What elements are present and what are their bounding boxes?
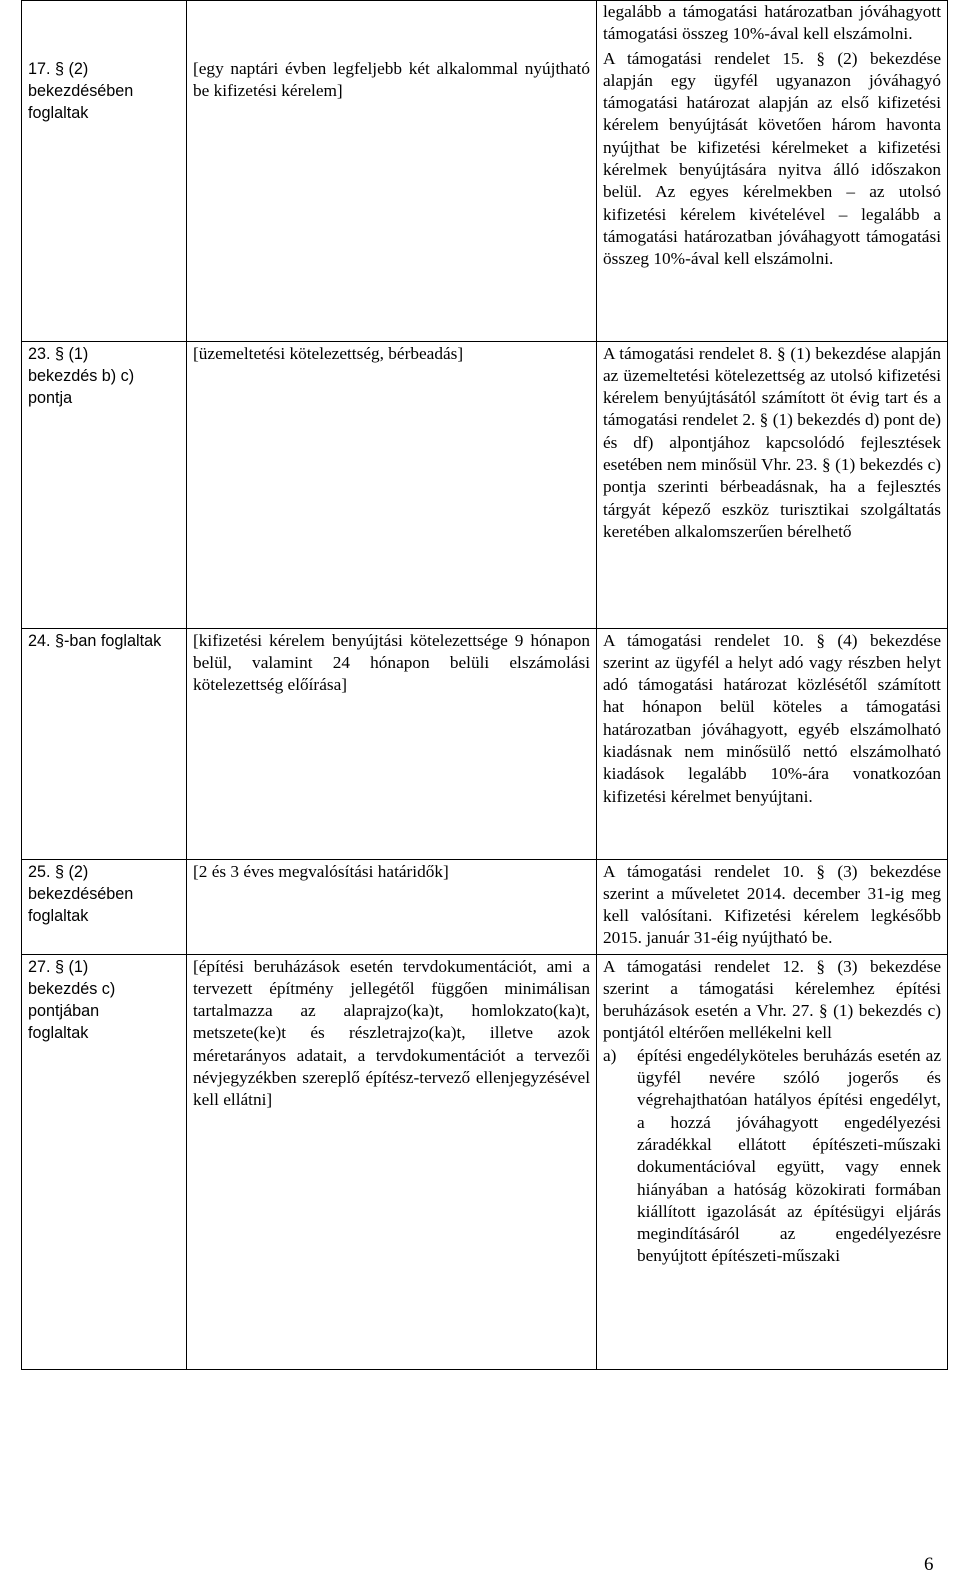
reference-cell: 17. § (2) bekezdésében foglaltak bbox=[28, 59, 134, 123]
list-item-text: építési engedélyköteles beruházás esetén az ügyfél nevére szóló jogerős és végrehajthatóan hatályos építési engedélyt, a hozzá jóváhagyott engedélyezési záradékkal ellátott építészeti-műszaki dokumentációval együtt, vagy ennek hiányában a hatóság közokirati formában kiállított igazolását az építésügyi eljárás megindításáról az engedélyezésre benyújtott építészeti-műszaki bbox=[637, 1045, 941, 1266]
description-cell: [egy naptári évben legfeljebb két alkalommal nyújtható be kifizetési kérelem] bbox=[193, 58, 590, 100]
list-item-label: a) bbox=[603, 1045, 617, 1065]
table-row-continuation bbox=[22, 1, 948, 48]
table-row bbox=[22, 954, 948, 1369]
table-row bbox=[22, 341, 948, 628]
reference-cell: 25. § (2) bekezdésében foglaltak bbox=[28, 862, 134, 926]
detail-cell: A támogatási rendelet 15. § (2) bekezdése alapján egy ügyfél ugyanazon jóváhagyó támogatási határozat alapján az első kifizetési kérelem benyújtását követően három havonta nyújthat be kifizetési kérelmeket a kifizetési kérelmek benyújtására nyitva álló időszakon belül. Az egyes kérelmekben – az utolsó kifizetési kérelem kivételével – legalább a támogatási határozatban jóváhagyott támogatási összeg 10%-ával kell elszámolni. bbox=[603, 48, 941, 269]
description-cell: [építési beruházások esetén tervdokumentációt, ami a tervezett építmény jellegétől függően minimálisan tartalmazza az alaprajzo(ka)t, homlokzato(ka)t, metszete(ke)t és részletrajzo(ka)t, illetve azok méretarányos adatait, a tervdokumentációt a tervezői névjegyzékben szereplő építész-tervező ellenjegyzésével kell ellátni] bbox=[193, 956, 590, 1110]
table-row bbox=[22, 628, 948, 859]
list-item bbox=[603, 1045, 941, 1268]
detail-cell: A támogatási rendelet 8. § (1) bekezdése alapján az üzemeltetési kötelezettség az utolsó kifizetési kérelem benyújtásától számított öt évig tart és a támogatási rendelet 2. § (1) bekezdés d) pont de) és df) alpontjához kapcsolódó fejlesztések esetében nem minősül Vhr. 23. § (1) bekezdés c) pontja szerinti bérbeadásnak, ha a fejlesztés tárgyát képező eszköz turisztikai szolgáltatás keretében alkalomszerűen bérelhető bbox=[603, 343, 941, 541]
detail-cell: A támogatási rendelet 10. § (4) bekezdése szerint az ügyfél a helyt adó vagy részben helyt adó támogatási határozat közlésétől számított hat hónapon belül köteles a támogatási határozatban jóváhagyott, egyéb elszámolható kiadásnak nem minősülő nettó elszámolható kiadások legalább 10%-ára vonatkozóan kifizetési kérelmet benyújtani. bbox=[603, 630, 941, 806]
table-row bbox=[22, 859, 948, 954]
reference-cell: 24. §-ban foglaltak bbox=[28, 631, 162, 650]
page-number: 6 bbox=[924, 1554, 934, 1575]
table-row bbox=[22, 48, 948, 342]
regulation-table bbox=[21, 0, 948, 1370]
description-cell: [2 és 3 éves megvalósítási határidők] bbox=[193, 861, 449, 881]
reference-cell: 23. § (1) bekezdés b) c) pontja bbox=[28, 344, 135, 408]
detail-cell: A támogatási rendelet 12. § (3) bekezdése szerint a támogatási kérelemhez építési beruházások esetén a Vhr. 27. § (1) bekezdés c) pontjától eltérően mellékelni kell bbox=[603, 956, 941, 1043]
description-cell: [üzemeltetési kötelezettség, bérbeadás] bbox=[193, 343, 464, 363]
detail-cell: A támogatási rendelet 10. § (3) bekezdése szerint a műveletet 2014. december 31-ig meg kell valósítani. Kifizetési kérelem legkésőbb 2015. január 31-éig nyújtható be. bbox=[603, 861, 941, 948]
description-cell: [kifizetési kérelem benyújtási kötelezettsége 9 hónapon belül, valamint 24 hónapon belüli elszámolási kötelezettség előírása] bbox=[193, 630, 590, 695]
reference-cell: 27. § (1) bekezdés c) pontjában foglaltak bbox=[28, 957, 116, 1043]
detail-continuation-text: legalább a támogatási határozatban jóváhagyott támogatási összeg 10%-ával kell elszámolni. bbox=[603, 2, 941, 44]
